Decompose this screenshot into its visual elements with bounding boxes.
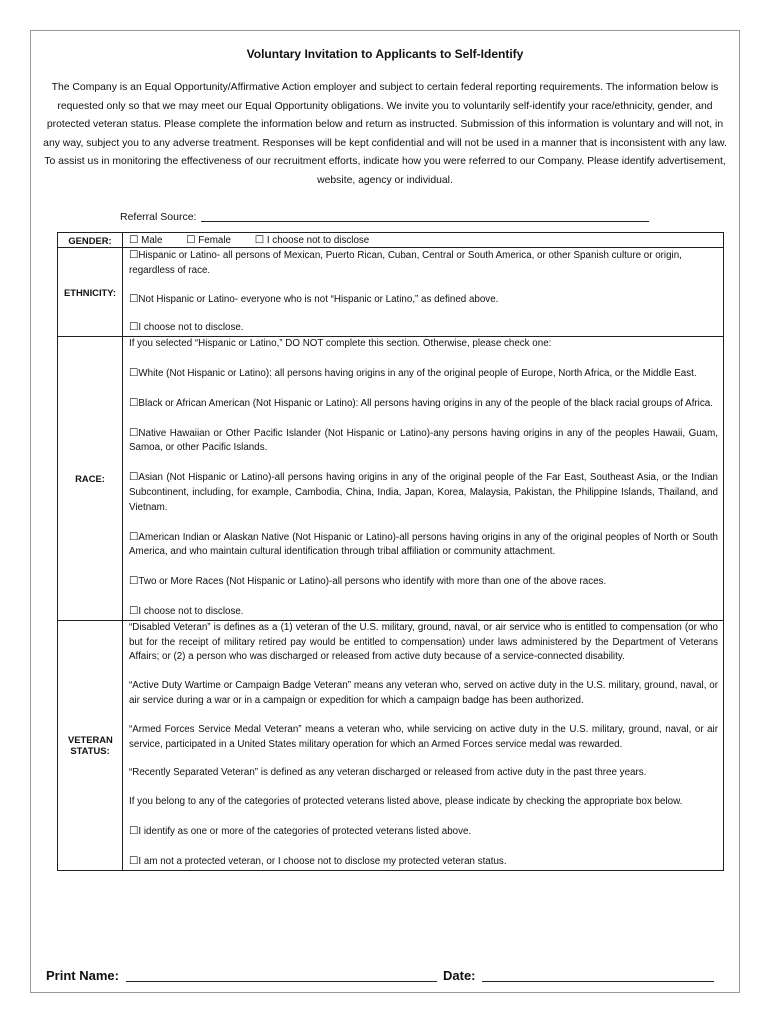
checkbox-icon[interactable]: ☐ xyxy=(129,366,139,379)
race-option-black[interactable]: ☐Black or African American (Not Hispanic or Latino): All persons having origins in any of the people of the black racial groups of Africa. xyxy=(129,396,713,409)
intro-paragraph: The Company is an Equal Opportunity/Affirmative Action employer and subject to certain federal reporting requirements. The information below is requested only so that we may meet our Equal Opportunity obligations. We invite you to voluntarily self-identify your race/ethnicity, gender, and protected veteran status. Please complete the information below and return as instructed. Submission of this information is voluntary and will not, in any way, subject you to any adverse treatment. Responses will be kept confidential and will not be used in a manner that is inconsistent with any law. To assist us in monitoring the effectiveness of our recruitment efforts, indicate how you were referred to our Company. Please identify advertisement, website, agency or individual. xyxy=(43,82,727,186)
veteran-definition-active-duty: “Active Duty Wartime or Campaign Badge Veteran” means any veteran who, served on active duty in the U.S. military, ground, naval, or air service during a war or in a campaign or expedition for which a campaign badge has been authorized. xyxy=(129,680,718,706)
veteran-option-not-protected[interactable]: ☐I am not a protected veteran, or I choose not to disclose my protected veteran status. xyxy=(129,854,507,867)
print-name xyxy=(46,968,437,983)
ethnicity-option-not-disclose[interactable]: ☐I choose not to disclose. xyxy=(129,321,244,334)
race-option-white[interactable]: ☐White (Not Hispanic or Latino): all persons having origins in any of the original people of Europe, North Africa, or the Middle East. xyxy=(129,366,697,379)
veteran-definition-recently-separated: “Recently Separated Veteran” is defined as any veteran discharged or released from active duty in the past three years. xyxy=(129,767,647,779)
ethnicity-option-hispanic[interactable]: ☐Hispanic or Latino- all persons of Mexican, Puerto Rican, Cuban, Central or South America, or other Spanish culture or origin, regardless of race. xyxy=(129,249,682,276)
race-option-not-disclose[interactable]: ☐I choose not to disclose. xyxy=(129,604,244,617)
checkbox-icon[interactable]: ☐ xyxy=(254,234,265,246)
race-options xyxy=(123,337,724,621)
gender-options xyxy=(123,233,724,248)
date xyxy=(443,968,714,983)
gender-option-female[interactable]: ☐ Female xyxy=(186,234,231,246)
referral-source-label: Referral Source: xyxy=(120,211,197,223)
date-field[interactable] xyxy=(482,969,714,982)
ethnicity-options xyxy=(123,248,724,337)
self-identify-table xyxy=(57,232,724,871)
checkbox-icon[interactable]: ☐ xyxy=(129,854,139,867)
race-option-two-or-more[interactable]: ☐Two or More Races (Not Hispanic or Latino)-all persons who identify with more than one of the above races. xyxy=(129,575,607,588)
veteran-option-protected[interactable]: ☐I identify as one or more of the categories of protected veterans listed above. xyxy=(129,824,472,837)
veteran-definition-disabled: “Disabled Veteran” is defines as a (1) veteran of the U.S. military, ground, naval, or air service who is entitled to compensation (or who but for the receipt of military retired pay would be entitled to compensation) under laws administered by the Department of Veterans Affairs; or (2) a person who was discharged or released from active duty because of a service-connected disability. xyxy=(129,621,718,663)
veteran-row xyxy=(58,620,724,870)
ethnicity-row xyxy=(58,248,724,337)
veteran-definition-service-medal: “Armed Forces Service Medal Veteran” means a veteran who, while servicing on active duty in the U.S. military, ground, naval, or air service, participated in a United States military operation for which an Armed Forces service medal was rewarded. xyxy=(129,723,718,750)
veteran-options xyxy=(123,620,724,870)
ethnicity-label: ETHNICITY: xyxy=(58,248,123,337)
checkbox-icon[interactable]: ☐ xyxy=(129,471,139,484)
checkbox-icon[interactable]: ☐ xyxy=(129,530,139,543)
race-instruction: If you selected “Hispanic or Latino,” DO NOT complete this section. Otherwise, please check one: xyxy=(129,338,552,350)
checkbox-icon[interactable]: ☐ xyxy=(129,249,139,261)
race-label: RACE: xyxy=(58,337,123,621)
checkbox-icon[interactable]: ☐ xyxy=(129,234,139,246)
print-name-label: Print Name: xyxy=(46,968,119,983)
race-option-pacific-islander[interactable]: ☐Native Hawaiian or Other Pacific Islander (Not Hispanic or Latino)-any persons having origins in any of the peoples Hawaii, Guam, Samoa, or other Pacific Islands. xyxy=(129,426,718,454)
date-label: Date: xyxy=(443,968,476,983)
veteran-instruction: If you belong to any of the categories of protected veterans listed above, please indicate by checking the appropriate box below. xyxy=(129,796,683,808)
gender-option-male[interactable]: ☐ Male xyxy=(129,234,163,246)
gender-label: GENDER: xyxy=(58,233,123,248)
form-title: Voluntary Invitation to Applicants to Self-Identify xyxy=(246,47,524,61)
checkbox-icon[interactable]: ☐ xyxy=(129,604,139,617)
ethnicity-option-not-hispanic[interactable]: ☐Not Hispanic or Latino- everyone who is not “Hispanic or Latino,” as defined above. xyxy=(129,292,499,305)
race-option-asian[interactable]: ☐Asian (Not Hispanic or Latino)-all persons having origins in any of the original people of the Far East, Southeast Asia, or the Indian Subcontinent, including, for example, Cambodia, China, India, Japan, Korea, Malaysia, Pakistan, the Philippine Islands, Thailand, and Vietnam. xyxy=(129,471,718,513)
gender-row xyxy=(58,233,724,248)
checkbox-icon[interactable]: ☐ xyxy=(129,824,139,837)
referral-source-field[interactable] xyxy=(201,210,649,222)
veteran-label: VETERAN STATUS: xyxy=(58,620,123,870)
checkbox-icon[interactable]: ☐ xyxy=(129,575,139,588)
gender-option-not-disclose[interactable]: ☐ I choose not to disclose xyxy=(254,234,370,246)
race-row xyxy=(58,337,724,621)
checkbox-icon[interactable]: ☐ xyxy=(129,292,139,305)
checkbox-icon[interactable]: ☐ xyxy=(186,234,196,246)
print-name-field[interactable] xyxy=(126,969,437,982)
checkbox-icon[interactable]: ☐ xyxy=(129,321,139,334)
referral-source xyxy=(120,210,649,223)
checkbox-icon[interactable]: ☐ xyxy=(129,426,139,439)
checkbox-icon[interactable]: ☐ xyxy=(129,396,139,409)
race-option-american-indian[interactable]: ☐American Indian or Alaskan Native (Not Hispanic or Latino)-all persons having origins in any of the original peoples of North or South America, and who maintain cultural identification through tribal affiliation or community attachment. xyxy=(129,530,718,558)
